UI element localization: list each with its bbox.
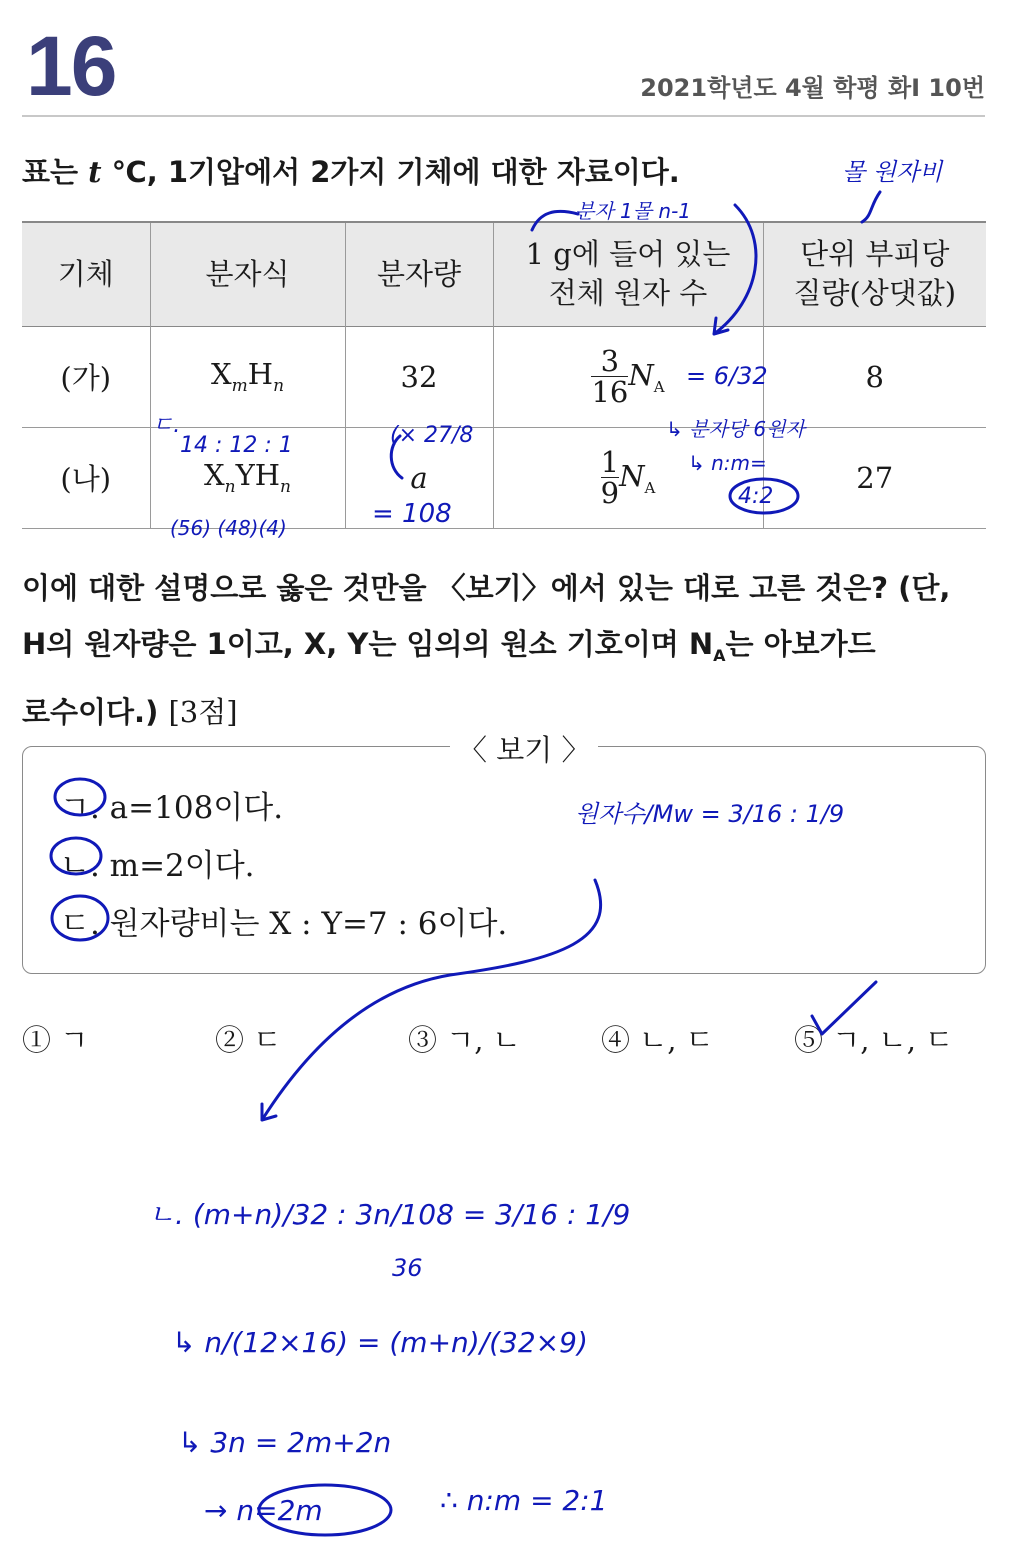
work-eq3: ↳ 3n = 2m+2n <box>178 1426 392 1459</box>
molar-mass: 32 <box>345 326 493 427</box>
molecular-formula: $X_mH_n$ <box>150 326 345 427</box>
header-density: 단위 부피당 질량(상댓값) <box>763 222 986 326</box>
stem-prefix: 표는 <box>22 155 89 189</box>
arrow-to-fraction <box>714 205 756 334</box>
work-eq1-36: 36 <box>392 1254 423 1282</box>
choice-3[interactable]: ③ ㄱ, ㄴ <box>408 1023 521 1057</box>
work-eq2: ↳ n/(12×16) = (m+n)/(32×9) <box>172 1326 588 1359</box>
choice-1[interactable]: ① ㄱ <box>22 1023 89 1057</box>
note-nm: ↳ n:m= <box>688 451 767 475</box>
circle-b-mark <box>51 838 101 874</box>
bogi-item-c: ㄷ. 원자량비는 X : Y=7 : 6이다. <box>60 906 508 942</box>
note-eq108: = 108 <box>372 499 452 529</box>
note-six-over: = 6/32 <box>686 362 768 390</box>
note-c-label: ㄷ. <box>152 413 181 438</box>
header-gas: 기체 <box>57 256 114 291</box>
choice-2[interactable]: ② ㄷ <box>215 1023 282 1057</box>
work-result: ∴ n:m = 2:1 <box>440 1484 608 1517</box>
question-number: 16 <box>26 19 116 113</box>
work-eq1: ㄴ. (m+n)/32 : 3n/108 = 3/16 : 1/9 <box>148 1198 631 1231</box>
bogi-item-b: ㄴ. m=2이다. <box>60 848 255 884</box>
note-atoms-mw: 원자수/Mw = 3/16 : 1/9 <box>575 800 845 828</box>
note-nm-circled: 4:2 <box>738 484 774 509</box>
molar-mass: a <box>345 427 493 528</box>
note-mass-values: (56) (48)(4) <box>170 516 287 540</box>
note-per-mol: 분자 1몰 n-1 <box>575 199 692 223</box>
note-times: (× 27/8 <box>390 423 474 448</box>
choice-4[interactable]: ④ ㄴ, ㄷ <box>601 1023 714 1057</box>
arrow-to-work <box>262 880 601 1120</box>
bogi-item-a: ㄱ. a=108이다. <box>60 790 284 826</box>
exam-source: 2021학년도 4월 학평 화Ⅰ 10번 <box>640 74 985 102</box>
atoms-per-gram: $\frac{3}{16}$ $N_A$ <box>493 326 763 427</box>
question-line-2: H의 원자량은 1이고, X, Y는 임의의 원소 기호이며 $N_A$는 아보가드 <box>22 627 876 665</box>
choice-5[interactable]: ⑤ ㄱ, ㄴ, ㄷ <box>794 1023 954 1057</box>
question-line-1: 이에 대한 설명으로 옳은 것만을 〈보기〉에서 있는 대로 고른 것은? (단, <box>22 571 951 605</box>
work-eq4: → n=2m <box>204 1494 323 1527</box>
relative-density: 8 <box>763 326 986 427</box>
note-mol-ratio: 몰 원자비 <box>842 158 943 186</box>
molecular-formula: $X_nYH_n$ <box>150 427 345 528</box>
bogi-title: 〈 보기 〉 <box>450 728 598 769</box>
question-line-3: 로수이다.) [3점] <box>22 694 238 729</box>
circle-a-mark <box>55 779 105 815</box>
gas-name: (가) <box>60 361 112 395</box>
header-formula: 분자식 <box>150 222 345 326</box>
gas-name: (나) <box>60 462 112 496</box>
circle-c-mark <box>52 896 108 940</box>
atoms-per-gram: $\frac{1}{9}$ $N_A$ <box>493 427 763 528</box>
checkmark-choice-5 <box>812 982 876 1034</box>
header-molar-mass: 분자량 <box>345 222 493 326</box>
header-atoms-per-gram: 1 g에 들어 있는 전체 원자 수 <box>493 222 763 326</box>
temperature-variable: t <box>88 155 102 189</box>
stem-rest: ℃, 1기압에서 2가지 기체에 대한 자료이다. <box>101 155 680 189</box>
note-mass-ratio: 14 : 12 : 1 <box>180 433 293 458</box>
relative-density: 27 <box>763 427 986 528</box>
note-ratio: ↳ 분자당 6원자 <box>666 417 805 441</box>
arrow-mol-ratio <box>862 192 880 222</box>
arrow-per-mol <box>532 211 578 230</box>
